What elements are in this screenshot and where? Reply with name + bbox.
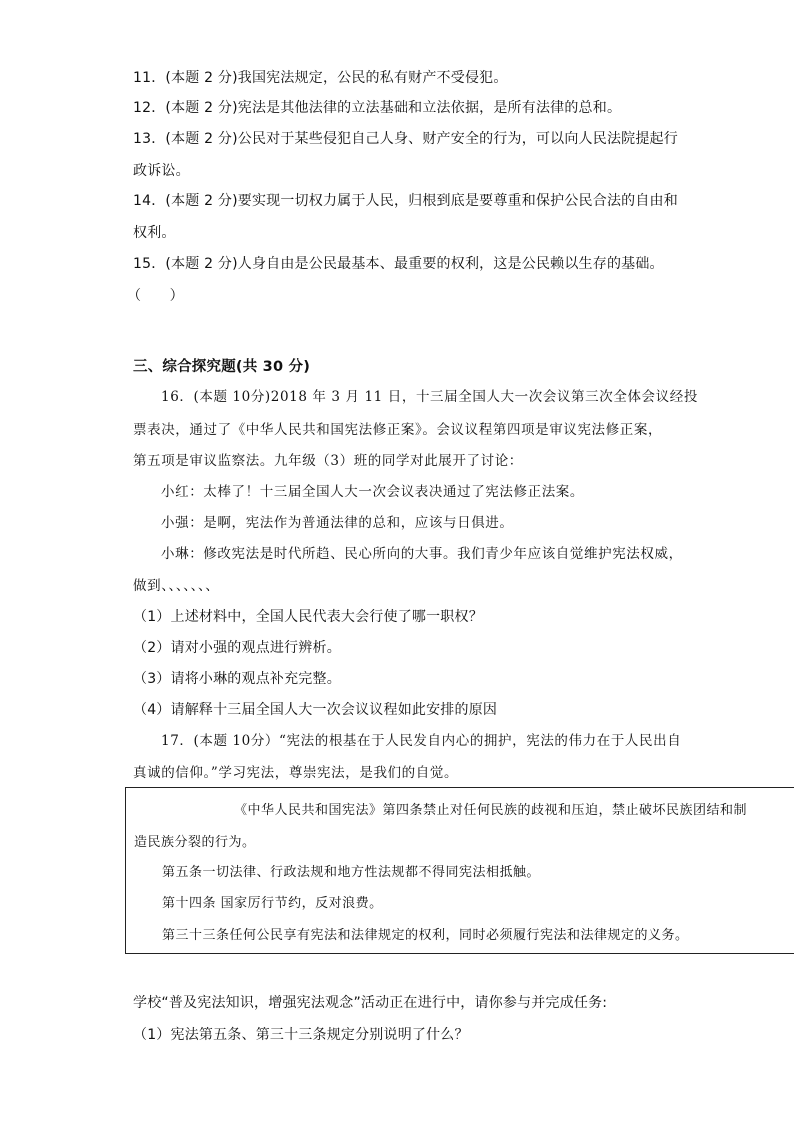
- q13-text: 13．(本题 2 分)公民对于某些侵犯自己人身、财产安全的行为，可以向人民法院提起行: [133, 131, 678, 147]
- q16-sub-4: （4）请解释十三届全国人大一次会议议程如此安排的原因: [133, 702, 498, 718]
- q15-text: 15．(本题 2 分)人身自由是公民最基本、最重要的权利，这是公民赖以生存的基础。: [133, 256, 664, 272]
- excerpt-article-4: 《中华人民共和国宪法》第四条禁止对任何民族的歧视和压迫，禁止破坏民族团结和制: [234, 803, 748, 818]
- q17-sub-1: （1）宪法第五条、第三十三条规定分别说明了什么？: [133, 1027, 469, 1043]
- q16-stem-line-2: 票表决，通过了《中华人民共和国宪法修正案》。会议议程第四项是审议宪法修正案，: [133, 422, 663, 438]
- excerpt-article-33: 第三十三条任何公民享有宪法和法律规定的权利，同时必须履行宪法和法律规定的义务。: [162, 928, 689, 943]
- excerpt-article-14: 第十四条 国家厉行节约，反对浪费。: [162, 896, 383, 911]
- q16-xiaolin: 小琳：修改宪法是时代所趋、民心所向的大事。我们青少年应该自觉维护宪法权威，: [161, 546, 683, 562]
- q16-xiaoqiang: 小强：是啊，宪法作为普通法律的总和，应该与日俱进。: [161, 515, 514, 531]
- q14-text: 14．(本题 2 分)要实现一切权力属于人民，归根到底是要尊重和保护公民合法的自由和: [133, 193, 678, 209]
- q16-xiaolin-cont: 做到、、、、、、、: [133, 578, 220, 594]
- q16-sub-2: （2）请对小强的观点进行辨析。: [133, 640, 341, 656]
- q17-stem-line-2: 真诚的信仰。”学习宪法，尊崇宪法，是我们的自觉。: [133, 765, 459, 781]
- q15-answer-blank: （ ）: [127, 288, 184, 304]
- q16-sub-3: （3）请将小琳的观点补充完整。: [133, 671, 341, 687]
- q16-sub-1: （1）上述材料中，全国人民代表大会行使了哪一职权？: [133, 609, 483, 625]
- section3-heading: 三、综合探究题(共 30 分): [133, 359, 311, 375]
- q13-text-cont: 政诉讼。: [133, 163, 190, 179]
- q16-stem-line-1: 16．(本题 10分)2018 年 3 月 11 日，十三届全国人大一次会议第三次全体会议经投: [161, 389, 698, 405]
- excerpt-article-5: 第五条一切法律、行政法规和地方性法规都不得同宪法相抵触。: [162, 865, 541, 880]
- q14-text-cont: 权利。: [133, 225, 176, 241]
- q12-text: 12．(本题 2 分)宪法是其他法律的立法基础和立法依据，是所有法律的总和。: [133, 100, 622, 116]
- q16-stem-line-3: 第五项是审议监察法。九年级（3）班的同学对此展开了讨论：: [133, 453, 523, 469]
- q17-task-intro: 学校“普及宪法知识，增强宪法观念”活动正在进行中，请你参与并完成任务:: [133, 995, 608, 1011]
- q16-xiaohong: 小红：太棒了！十三届全国人大一次会议表决通过了宪法修正法案。: [161, 484, 584, 500]
- constitution-excerpt-box: [125, 787, 794, 954]
- excerpt-article-4-cont: 造民族分裂的行为。: [134, 835, 256, 850]
- q11-text: 11．(本题 2 分)我国宪法规定，公民的私有财产不受侵犯。: [133, 70, 508, 86]
- q17-stem-line-1: 17．(本题 10分）“宪法的根基在于人民发自内心的拥护，宪法的伟力在于人民出自: [161, 733, 682, 749]
